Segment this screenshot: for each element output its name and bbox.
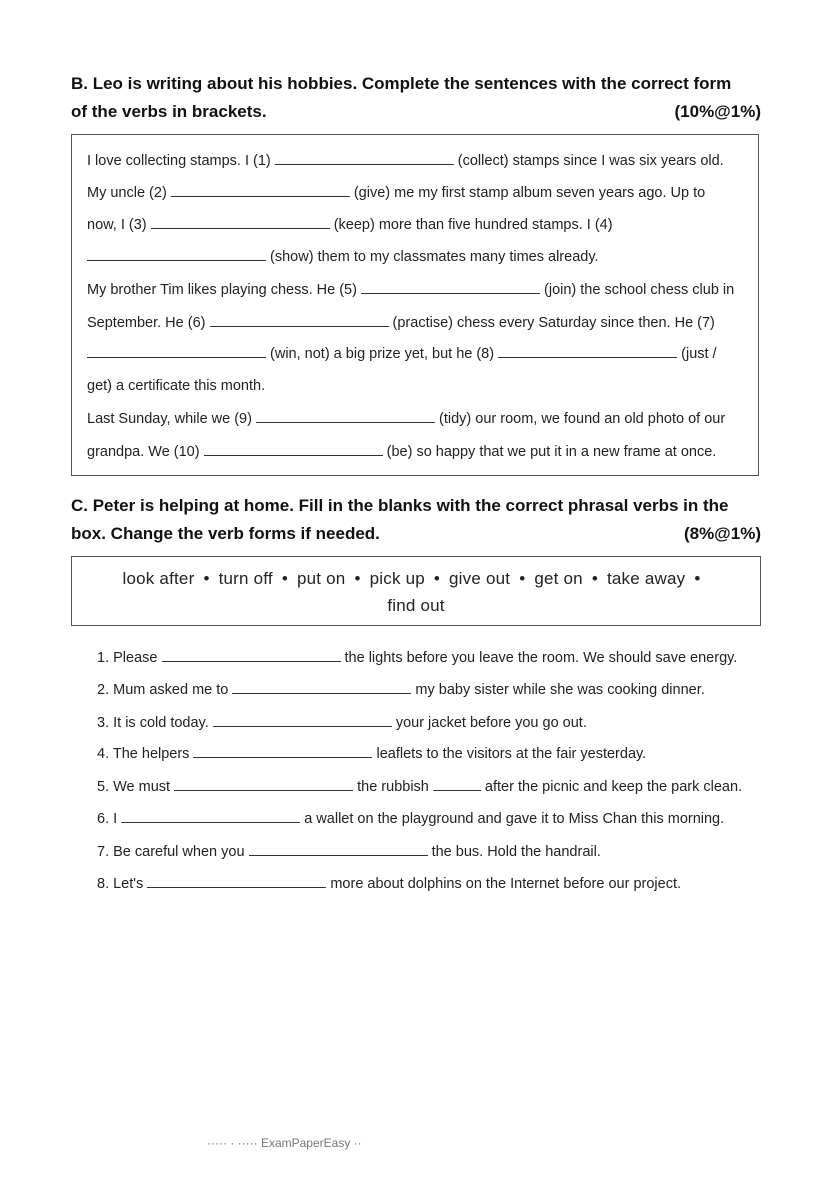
section-b-heading-line2: of the verbs in brackets.	[71, 102, 267, 121]
word-option: put on	[296, 569, 346, 588]
bullet-separator: •	[433, 569, 441, 588]
passage-line-9	[87, 410, 725, 427]
bullet-separator: •	[591, 569, 598, 588]
section-b-heading-line1: B. Leo is writing about his hobbies. Complete the sentences with the correct form	[71, 74, 732, 93]
section-c-marks: (8%@1%)	[683, 524, 761, 543]
question-8	[97, 875, 681, 892]
passage-text: get) a certificate this month.	[87, 378, 266, 394]
section-b-marks: (10%@1%)	[674, 102, 761, 121]
answer-blank-1[interactable]	[275, 152, 454, 165]
question-text: 6. I	[97, 811, 122, 827]
word-option: give out	[449, 569, 511, 588]
answer-blank-6[interactable]	[210, 314, 389, 327]
question-text: your jacket before you go out.	[391, 715, 587, 731]
phrasal-verb-box	[71, 556, 761, 626]
passage-text: Last Sunday, while we (9)	[87, 411, 256, 427]
section-b-heading	[71, 70, 761, 126]
word-option: pick up	[369, 569, 425, 588]
passage-text: now, I (3)	[87, 217, 151, 233]
question-text: the bus. Hold the handrail.	[427, 844, 601, 860]
question-2	[97, 681, 705, 698]
question-text: 4. The helpers	[97, 746, 194, 762]
passage-text: My brother Tim likes playing chess. He (5)	[87, 282, 361, 298]
passage-line-4	[87, 248, 599, 265]
word-option: find out	[387, 596, 445, 615]
passage-text: grandpa. We (10)	[87, 444, 204, 460]
answer-blank-c3[interactable]	[213, 714, 392, 727]
question-text: 2. Mum asked me to	[97, 682, 233, 698]
answer-blank-c8[interactable]	[147, 875, 326, 888]
question-5	[97, 778, 742, 795]
answer-blank-10[interactable]	[204, 443, 383, 456]
passage-text: (just /	[677, 346, 717, 362]
passage-line-8	[87, 378, 265, 394]
passage-text: (win, not) a big prize yet, but he (8)	[266, 346, 499, 362]
passage-line-3	[87, 216, 613, 233]
passage-line-2	[87, 184, 705, 201]
bullet-separator: •	[694, 569, 701, 588]
section-c-heading-line2: box. Change the verb forms if needed.	[71, 524, 380, 543]
footer-watermark: ····· · ····· ExamPaperEasy ··	[207, 1136, 362, 1150]
passage-text: (practise) chess every Saturday since then. He (7)	[388, 315, 715, 331]
passage-text: (show) them to my classmates many times already.	[266, 249, 599, 265]
question-7	[97, 843, 601, 860]
question-text: the rubbish	[353, 779, 433, 795]
answer-blank-7[interactable]	[87, 345, 266, 358]
passage-line-1	[87, 152, 724, 169]
bullet-separator: •	[203, 569, 210, 588]
question-text: more about dolphins on the Internet before our project.	[326, 876, 681, 892]
passage-line-10	[87, 443, 716, 460]
passage-text: (tidy) our room, we found an old photo of our	[434, 411, 726, 427]
passage-line-6	[87, 314, 715, 331]
answer-blank-9[interactable]	[256, 410, 435, 423]
answer-blank-2[interactable]	[171, 184, 350, 197]
bullet-separator: •	[354, 569, 361, 588]
passage-line-5	[87, 281, 734, 298]
word-option: turn off	[218, 569, 273, 588]
question-text: 7. Be careful when you	[97, 844, 249, 860]
passage-text: (join) the school chess club in	[539, 282, 735, 298]
passage-text: I love collecting stamps. I (1)	[87, 153, 275, 169]
answer-blank-c5a[interactable]	[174, 778, 353, 791]
answer-blank-3[interactable]	[151, 216, 330, 229]
passage-text: (keep) more than five hundred stamps. I (4)	[329, 217, 613, 233]
question-text: 5. We must	[97, 779, 175, 795]
question-4	[97, 745, 646, 762]
question-1	[97, 649, 737, 666]
answer-blank-c6[interactable]	[121, 810, 300, 823]
question-text: my baby sister while she was cooking dinner.	[411, 682, 705, 698]
passage-text: (give) me my first stamp album seven years ago. Up to	[349, 185, 706, 201]
section-c-heading-line1: C. Peter is helping at home. Fill in the blanks with the correct phrasal verbs in the	[71, 496, 729, 515]
bullet-separator: •	[281, 569, 288, 588]
passage-text: (collect) stamps since I was six years old.	[453, 153, 724, 169]
answer-blank-5[interactable]	[361, 281, 540, 294]
passage-text: (be) so happy that we put it in a new frame at once.	[382, 444, 717, 460]
question-text: a wallet on the playground and gave it to Miss Chan this morning.	[300, 811, 725, 827]
question-3	[97, 714, 587, 731]
answer-blank-c4[interactable]	[193, 745, 372, 758]
question-text: 1. Please	[97, 650, 162, 666]
question-text: leaflets to the visitors at the fair yesterday.	[372, 746, 647, 762]
passage-line-7	[87, 345, 717, 362]
passage-text: September. He (6)	[87, 315, 210, 331]
answer-blank-c7[interactable]	[249, 843, 428, 856]
answer-blank-8[interactable]	[498, 345, 677, 358]
word-option: take away	[606, 569, 686, 588]
word-option: look after	[122, 569, 195, 588]
question-text: after the picnic and keep the park clean.	[480, 779, 743, 795]
section-c-heading	[71, 492, 761, 548]
answer-blank-c2[interactable]	[232, 681, 411, 694]
bullet-separator: •	[519, 569, 526, 588]
question-6	[97, 810, 724, 827]
answer-blank-4[interactable]	[87, 248, 266, 261]
word-option: get on	[534, 569, 583, 588]
answer-blank-c1[interactable]	[162, 649, 341, 662]
answer-blank-c5b[interactable]	[433, 778, 481, 791]
question-text: the lights before you leave the room. We should save energy.	[340, 650, 738, 666]
passage-text: My uncle (2)	[87, 185, 171, 201]
question-text: 8. Let's	[97, 876, 148, 892]
question-text: 3. It is cold today.	[97, 715, 213, 731]
